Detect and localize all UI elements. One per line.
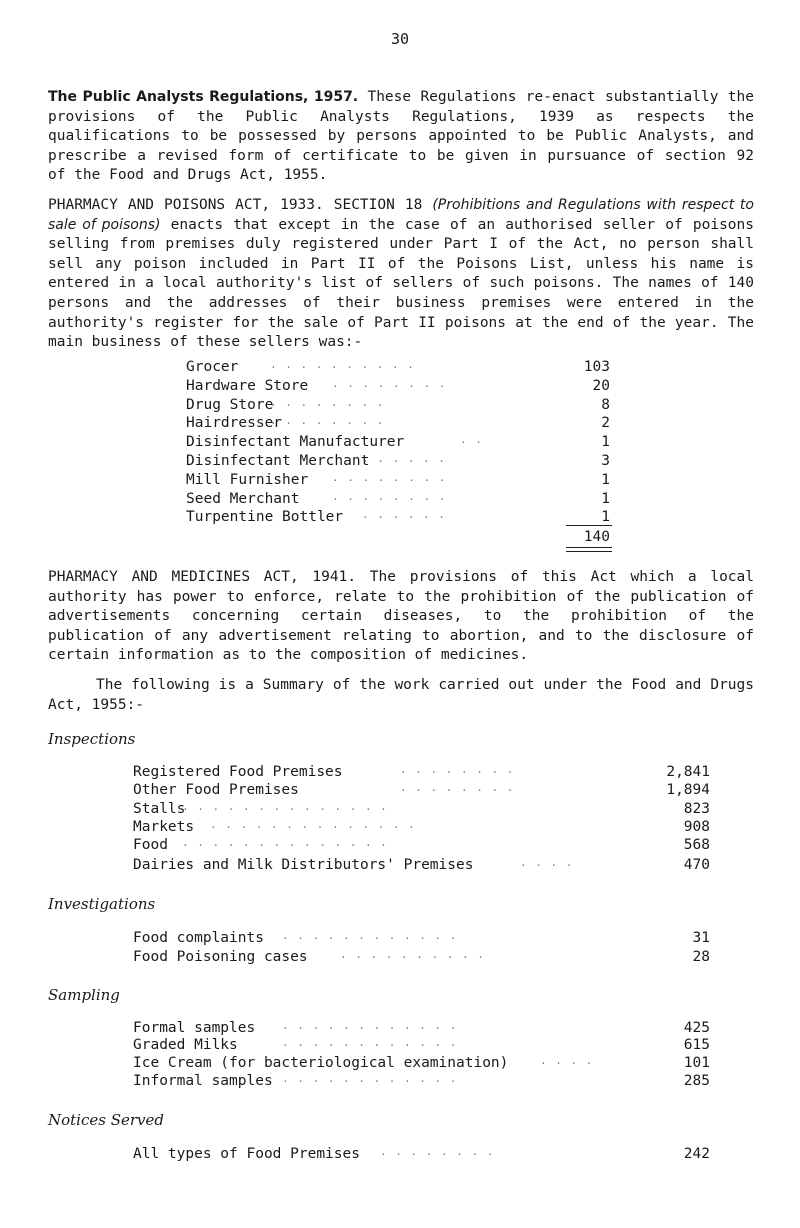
row-label: Stalls	[133, 801, 186, 817]
paragraph-body: The provisions of this Act which a local authority has power to enforce, relate to the prohibition of the publication of advertisements concerning certain diseases, to the prohibition of the publication of any advertisement relating to abortion, and to the disclosure of certain information as to the composition of medicines.	[48, 569, 754, 664]
leader-dots: . . . . . . . .	[270, 414, 385, 428]
row-label: Other Food Premises	[133, 782, 299, 798]
list-row	[133, 948, 710, 967]
list-row	[186, 377, 610, 396]
list-row	[186, 414, 610, 433]
row-label: Informal samples	[133, 1073, 273, 1089]
row-label: Turpentine Bottler	[186, 509, 344, 526]
row-value: 1,894	[666, 782, 710, 798]
paragraph-heading: PHARMACY AND POISONS ACT, 1933. SECTION 18	[48, 197, 433, 213]
page-number: 30	[390, 30, 410, 48]
row-label: Hardware Store	[186, 377, 309, 394]
row-value: 101	[683, 1055, 710, 1071]
row-label: Food Poisoning cases	[133, 949, 308, 965]
section-heading: Sampling	[48, 986, 120, 1004]
row-value: 28	[692, 949, 710, 965]
row-value: 8	[601, 396, 610, 413]
row-label: Dairies and Milk Distributors' Premises	[133, 857, 474, 873]
leader-dots: . . . . . . . . . . . . . .	[182, 800, 388, 813]
leader-dots: . . . . . . . .	[332, 376, 447, 390]
row-label: Food complaints	[133, 930, 264, 946]
row-label: Food	[133, 837, 168, 853]
row-value: 2,841	[666, 764, 710, 780]
leader-dots: . . . .	[520, 856, 574, 869]
row-label: Graded Milks	[133, 1037, 238, 1053]
row-label: Markets	[133, 819, 195, 835]
paragraph-heading: The Public Analysts Regulations, 1957.	[48, 89, 359, 105]
leader-dots: . . . . . .	[362, 452, 446, 465]
row-value: 568	[683, 837, 710, 853]
list-row	[133, 1145, 710, 1164]
summary-intro: The following is a Summary of the work carried out under the Food and Drugs Act, 1955:-	[48, 677, 754, 713]
list-row	[186, 508, 610, 527]
section-heading: Inspections	[48, 730, 136, 748]
paragraph-body: These Regulations re-enact substantially the provisions of the Public Analysts Regulations, 1939 as respects the qualifications to be possessed by persons appointed to be Public Analysts, and prescribe a revised form of certificate to be given in pursuance of section 92 of the Food and Drugs Act, 1955.	[48, 89, 754, 184]
total-rule	[566, 525, 612, 526]
leader-dots: . . . . . . . .	[400, 781, 515, 794]
leader-dots: . . . . . . . . . .	[270, 358, 415, 371]
row-value: 1	[601, 471, 610, 488]
leader-dots: . . . . . . . . . . . .	[282, 1019, 458, 1032]
row-value: 425	[683, 1020, 710, 1036]
row-value: 1	[601, 490, 610, 507]
row-value: 20	[592, 377, 610, 394]
row-label: Seed Merchant	[186, 490, 300, 507]
total-double-rule	[566, 547, 612, 552]
row-value: 3	[601, 453, 610, 469]
row-value: 31	[692, 930, 710, 946]
leader-dots: . . . . . . . . . . . . . .	[210, 818, 416, 831]
leader-dots: . . . . . . . . . . . . . .	[182, 836, 388, 849]
row-value: 1	[601, 509, 610, 526]
list-row	[186, 396, 610, 415]
leader-dots: . . . . . . . . . . . .	[282, 929, 458, 942]
row-label: Ice Cream (for bacteriological examination)	[133, 1055, 509, 1071]
row-value: 615	[683, 1037, 710, 1053]
leader-dots: . .	[460, 433, 483, 447]
section-heading: Investigations	[48, 895, 156, 913]
leader-dots: . . . . . . . .	[270, 395, 385, 409]
row-value: 823	[683, 801, 710, 817]
list-row	[133, 856, 710, 875]
sellers-total-value: 140	[583, 529, 610, 545]
leader-dots: . . . . . . . . . .	[340, 948, 485, 961]
row-label: Formal samples	[133, 1020, 256, 1036]
row-label: Hairdresser	[186, 415, 283, 432]
list-row	[133, 836, 710, 855]
leader-dots: . . . . . .	[362, 508, 446, 522]
row-value: 2	[601, 415, 610, 432]
row-label: Registered Food Premises	[133, 764, 343, 780]
leader-dots: . . . . . . . .	[332, 489, 447, 503]
row-value: 1	[601, 434, 610, 451]
row-label: Mill Furnisher	[186, 471, 309, 488]
list-row	[133, 1072, 710, 1091]
leader-dots: . . . . . . . .	[400, 763, 515, 776]
leader-dots: . . . .	[540, 1054, 594, 1067]
paragraph-italic-heading: (Prohibitions and Regulations with respect to sale of poisons)	[48, 197, 754, 233]
list-row	[133, 1036, 710, 1055]
paragraph-heading: PHARMACY AND MEDICINES ACT, 1941.	[48, 569, 357, 585]
row-label: Drug Store	[186, 396, 274, 413]
leader-dots: . . . . . . . .	[332, 470, 447, 484]
sellers-total	[540, 528, 612, 547]
leader-dots: . . . . . . . . . . . .	[282, 1072, 458, 1085]
public-analysts-paragraph	[48, 88, 754, 186]
row-value: 242	[683, 1146, 710, 1162]
medicines-act-paragraph	[48, 568, 754, 666]
row-label: Disinfectant Manufacturer	[186, 434, 405, 451]
row-label: All types of Food Premises	[133, 1146, 360, 1162]
row-label: Disinfectant Merchant	[186, 453, 370, 469]
section-heading: Notices Served	[48, 1111, 165, 1129]
leader-dots: . . . . . . . . . . . .	[282, 1036, 458, 1049]
row-value: 103	[583, 359, 610, 375]
row-value: 908	[683, 819, 710, 835]
row-label: Grocer	[186, 359, 239, 375]
poisons-act-paragraph	[48, 196, 754, 353]
row-value: 285	[683, 1073, 710, 1089]
leader-dots: . . . . . . . .	[380, 1145, 495, 1158]
paragraph-body: enacts that except in the case of an authorised seller of poisons selling from premises duly registered under Part I of the Act, no person shall sell any poison included in Part II of the Poisons List, unless his name is entered in a local authority's list of sellers of such poisons. The names of 140 persons and the addresses of their business premises were entered in the authority's register for the sale of Part II poisons at the end of the year. The main business of these sellers was:-	[48, 216, 754, 351]
row-value: 470	[683, 857, 710, 873]
